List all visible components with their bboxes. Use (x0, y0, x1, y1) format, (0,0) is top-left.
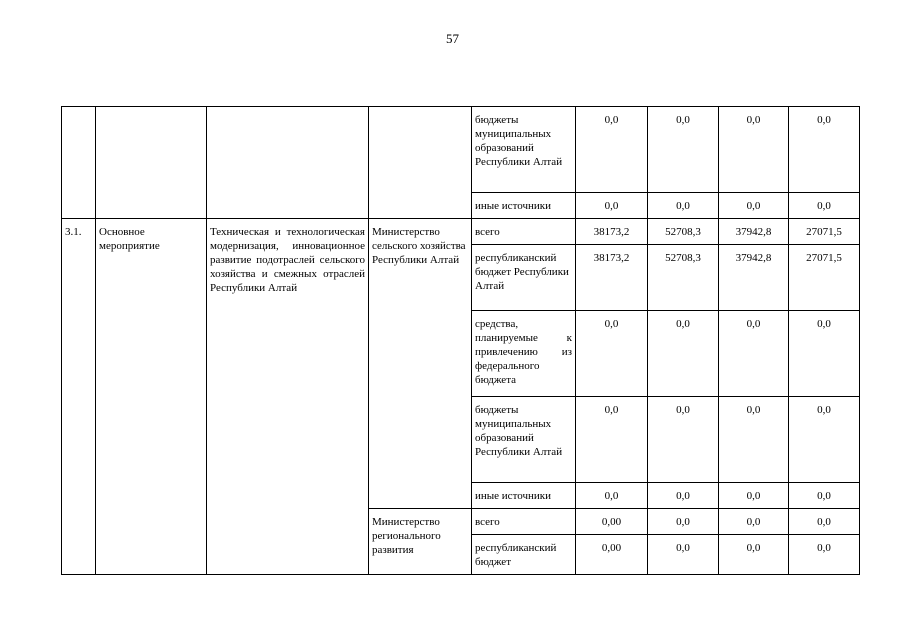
funding-source-cell: республиканский бюджет Республики Алтай (472, 245, 576, 311)
value-cell: 0,0 (648, 535, 719, 575)
table-row (62, 107, 860, 193)
value-cell: 0,00 (576, 509, 648, 535)
value-cell: 0,00 (576, 535, 648, 575)
activity-type-cell-empty (96, 107, 207, 219)
funding-source-cell: всего (472, 509, 576, 535)
table-row (62, 219, 860, 245)
activity-name-cell-empty (207, 107, 369, 219)
value-cell: 0,0 (648, 193, 719, 219)
value-cell: 0,0 (648, 107, 719, 193)
funding-source-cell: иные источники (472, 483, 576, 509)
value-cell: 0,0 (719, 535, 789, 575)
executor-cell: Министерство сельского хозяйства Республики Алтай (369, 219, 472, 509)
value-cell: 38173,2 (576, 219, 648, 245)
activity-type-cell: Основное мероприятие (96, 219, 207, 575)
value-cell: 0,0 (648, 311, 719, 397)
activity-number-cell-empty (62, 107, 96, 219)
value-cell: 0,0 (576, 397, 648, 483)
value-cell: 27071,5 (789, 245, 860, 311)
value-cell: 0,0 (576, 107, 648, 193)
value-cell: 27071,5 (789, 219, 860, 245)
value-cell: 0,0 (789, 483, 860, 509)
budget-table (61, 106, 860, 575)
funding-source-cell: средства, планируемые к привлечению из федерального бюджета (472, 311, 576, 397)
executor-cell: Министерство регионального развития (369, 509, 472, 575)
value-cell: 37942,8 (719, 245, 789, 311)
value-cell: 0,0 (576, 311, 648, 397)
value-cell: 0,0 (576, 193, 648, 219)
activity-number-cell: 3.1. (62, 219, 96, 575)
value-cell: 0,0 (789, 397, 860, 483)
value-cell: 0,0 (648, 483, 719, 509)
value-cell: 37942,8 (719, 219, 789, 245)
funding-source-cell: республиканский бюджет (472, 535, 576, 575)
value-cell: 0,0 (789, 509, 860, 535)
value-cell: 0,0 (719, 509, 789, 535)
value-cell: 0,0 (789, 107, 860, 193)
funding-source-cell: всего (472, 219, 576, 245)
value-cell: 0,0 (789, 311, 860, 397)
value-cell: 0,0 (719, 483, 789, 509)
value-cell: 0,0 (648, 397, 719, 483)
value-cell: 52708,3 (648, 219, 719, 245)
value-cell: 0,0 (719, 311, 789, 397)
funding-source-cell: бюджеты муниципальных образований Республики Алтай (472, 107, 576, 193)
value-cell: 0,0 (719, 107, 789, 193)
activity-name-cell: Техническая и технологическая модернизация, инновационное развитие подотраслей сельского хозяйства и смежных отраслей Республики Алтай (207, 219, 369, 575)
executor-cell-empty (369, 107, 472, 219)
funding-source-cell: бюджеты муниципальных образований Республики Алтай (472, 397, 576, 483)
funding-source-cell: иные источники (472, 193, 576, 219)
value-cell: 0,0 (648, 509, 719, 535)
value-cell: 0,0 (719, 193, 789, 219)
value-cell: 0,0 (576, 483, 648, 509)
value-cell: 38173,2 (576, 245, 648, 311)
value-cell: 0,0 (789, 535, 860, 575)
page-number: 57 (446, 31, 459, 46)
value-cell: 0,0 (719, 397, 789, 483)
value-cell: 0,0 (789, 193, 860, 219)
value-cell: 52708,3 (648, 245, 719, 311)
